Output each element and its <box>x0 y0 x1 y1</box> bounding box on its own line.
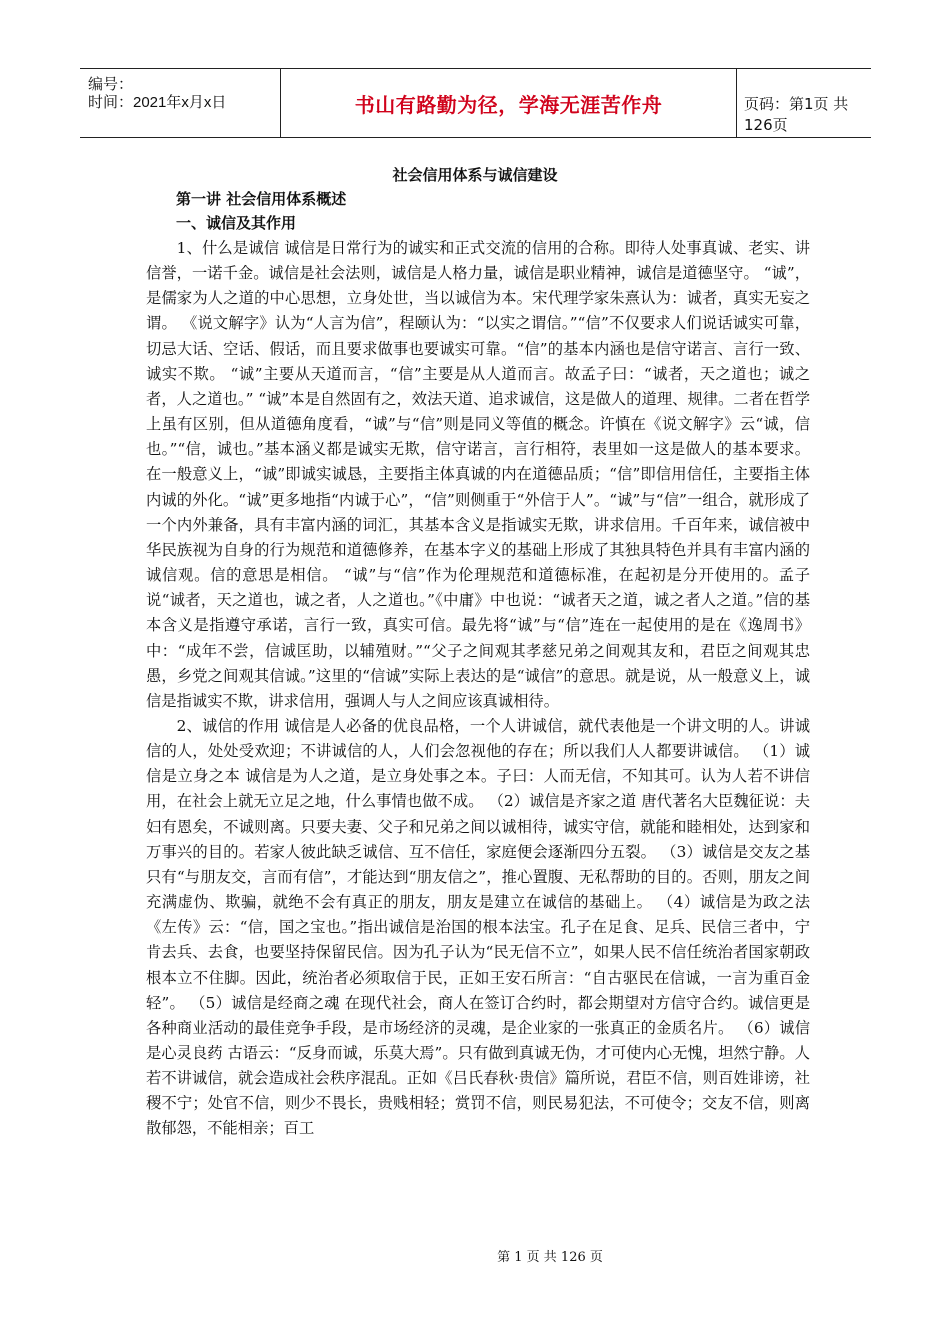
document-body <box>146 236 810 1142</box>
document-number-label: 编号： <box>88 76 134 93</box>
header-motto: 书山有路勤为径，学海无涯苦作舟 <box>354 93 663 117</box>
document-title: 社会信用体系与诚信建设 <box>392 166 558 184</box>
header-page-info: 页码：第1页 共126页 <box>744 95 849 134</box>
paragraph-definition: 1、什么是诚信 诚信是日常行为的诚实和正式交流的信用的合称。即待人处事真诚、老实、讲信誉，一诺千金。诚信是社会法则，诚信是人格力量，诚信是职业精神，诚信是道德坚守。 “诚”，是儒家为人之道的中心思想，立身处世，当以诚信为本。宋代理学家朱熹认为：诚者，真实无妄之谓。 《说文解字》认为“人言为信”，程颐认为：“以实之谓信。”“信”不仅要求人们说话诚实可靠，切忌大话、空话、假话，而且要求做事也要诚实可靠。“信”的基本内涵也是信守诺言、言行一致、诚实不欺。 “诚”主要从天道而言，“信”主要是从人道而言。故孟子曰：“诚者，天之道也；诚之者，人之道也。” “诚”本是自然固有之，效法天道、追求诚信，这是做人的道理、规律。二者在哲学上虽有区别，但从道德角度看，“诚”与“信”则是同义等值的概念。许慎在《说文解字》云“诚，信也。”“信，诚也。”基本涵义都是诚实无欺，信守诺言，言行相符，表里如一这是做人的基本要求。 在一般意义上，“诚”即诚实诚恳，主要指主体真诚的内在道德品质；“信”即信用信任，主要指主体内诚的外化。“诚”更多地指“内诚于心”，“信”则侧重于“外信于人”。“诚”与“信”一组合，就形成了一个内外兼备，具有丰富内涵的词汇，其基本含义是指诚实无欺，讲求信用。千百年来，诚信被中华民族视为自身的行为规范和道德修养，在基本字义的基础上形成了其独具特色并具有丰富内涵的诚信观。信的意思是相信。 “诚”与“信”作为伦理规范和道德标准，在起初是分开使用的。孟子说“诚者，天之道也，诚之者，人之道也。”《中庸》中也说：“诚者天之道，诚之者人之道。”信的基本含义是指遵守承诺，言行一致，真实可信。最先将“诚”与“信”连在一起使用的是在《逸周书》中：“成年不尝，信诚匡助，以辅殖财。”“父子之间观其孝慈兄弟之间观其友和，君臣之间观其忠愚，乡党之间观其信诚。”这里的“信诚”实际上表达的是“诚信”的意思。就是说，从一般意义上，诚信是指诚实不欺，讲求信用，强调人与人之间应该真诚相待。 <box>146 239 810 710</box>
page-footer: 第 1 页 共 126 页 <box>497 1250 603 1265</box>
header-motto-cell <box>280 69 737 137</box>
header-left-cell <box>80 69 280 137</box>
paragraph-function: 2、诚信的作用 诚信是人必备的优良品格，一个人讲诚信，就代表他是一个讲文明的人。讲诚信的人，处处受欢迎；不讲诚信的人，人们会忽视他的存在；所以我们人人都要讲诚信。 （1）诚信是立身之本 诚信是为人之道，是立身处事之本。子曰：人而无信，不知其可。认为人若不讲信用，在社会上就无立足之地，什么事情也做不成。 （2）诚信是齐家之道 唐代著名大臣魏征说：夫妇有恩矣，不诚则离。只要夫妻、父子和兄弟之间以诚相待，诚实守信，就能和睦相处，达到家和万事兴的目的。若家人彼此缺乏诚信、互不信任，家庭便会逐渐四分五裂。 （3）诚信是交友之基 只有“与朋友交，言而有信”，才能达到“朋友信之”，推心置腹、无私帮助的目的。否则，朋友之间充满虚伪、欺骗，就绝不会有真正的朋友，朋友是建立在诚信的基础上。 （4）诚信是为政之法 《左传》云：“信，国之宝也。”指出诚信是治国的根本法宝。孔子在足食、足兵、民信三者中，宁肯去兵、去食，也要坚持保留民信。因为孔子认为“民无信不立”，如果人民不信任统治者国家朝政根本立不住脚。因此，统治者必须取信于民，正如王安石所言：“自古驱民在信诚，一言为重百金轻”。 （5）诚信是经商之魂 在现代社会，商人在签订合约时，都会期望对方信守合约。诚信更是各种商业活动的最佳竞争手段，是市场经济的灵魂，是企业家的一张真正的金质名片。 （6）诚信是心灵良药 古语云：“反身而诚，乐莫大焉”。只有做到真诚无伪，才可使内心无愧，坦然宁静。人若不讲诚信，就会造成社会秩序混乱。正如《吕氏春秋·贵信》篇所说，君臣不信，则百姓诽谤，社稷不宁；处官不信，则少不畏长，贵贱相轻；赏罚不信，则民易犯法，不可使令；交友不信，则离散郁怨，不能相亲；百工 <box>146 716 810 1138</box>
lecture-heading: 第一讲 社会信用体系概述 <box>176 190 347 208</box>
document-date: 时间：2021年x月x日 <box>88 94 227 111</box>
section-heading: 一、诚信及其作用 <box>176 214 297 232</box>
header-table <box>80 68 871 138</box>
header-page-cell <box>736 69 871 137</box>
